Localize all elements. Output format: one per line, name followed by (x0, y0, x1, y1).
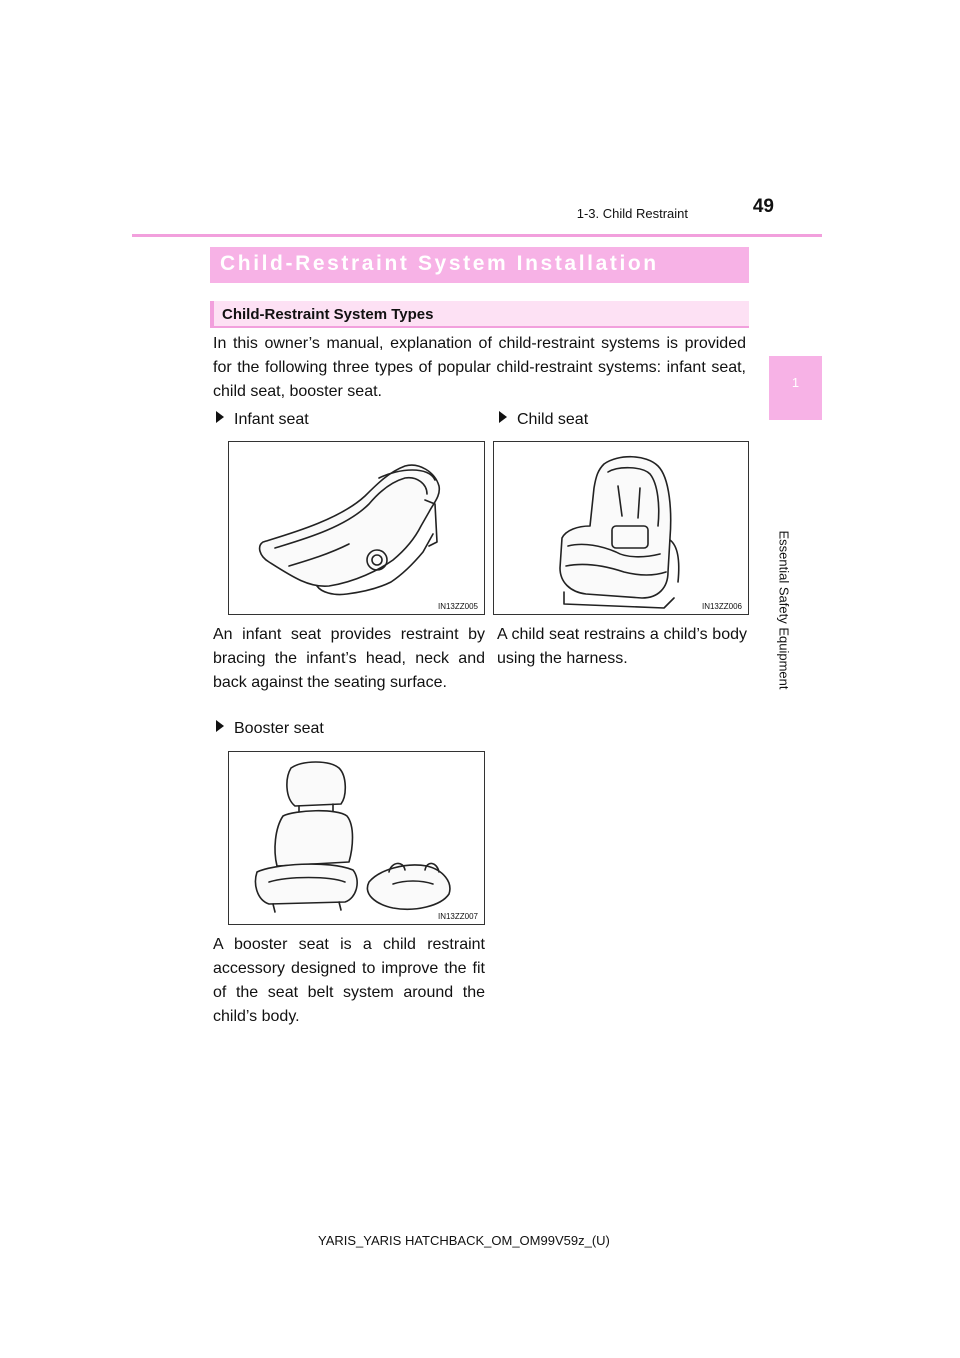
child-seat-description: A child seat restrains a child’s body using the harness. (497, 626, 747, 667)
bullet-triangle-icon (499, 411, 507, 423)
bullet-triangle-icon (216, 411, 224, 423)
section-title: Child-Restraint System Installation (220, 252, 659, 275)
subheading: Child-Restraint System Types (222, 306, 434, 323)
child-seat-illustration-icon (494, 442, 750, 616)
infant-seat-illustration-icon (229, 442, 486, 616)
page-number: 49 (752, 196, 774, 217)
intro-paragraph: In this owner’s manual, explanation of child-restraint systems is provided for the following three types of popular child-restraint systems: infant seat, child seat, booster seat. (213, 335, 746, 400)
bullet-triangle-icon (216, 720, 224, 732)
subheading-accent (210, 301, 214, 328)
document-footer: YARIS_YARIS HATCHBACK_OM_OM99V59z_(U) (318, 1233, 610, 1248)
header-rule (132, 234, 822, 237)
infant-seat-description: An infant seat provides restraint by bracing the infant’s head, neck and back against the seating surface. (213, 626, 485, 691)
booster-seat-description: A booster seat is a child restraint accessory designed to improve the fit of the seat belt system around the child’s body. (213, 936, 485, 1025)
child-seat-figure (493, 441, 749, 615)
child-seat-figure-code: IN13ZZ006 (701, 602, 742, 611)
chapter-tab-number: 1 (791, 375, 800, 390)
booster-seat-figure (228, 751, 485, 925)
infant-seat-figure-code: IN13ZZ005 (437, 602, 478, 611)
bullet-child-seat (499, 411, 588, 429)
bullet-infant-seat (216, 411, 309, 429)
booster-seat-illustration-icon (229, 752, 486, 926)
chapter-tab-title: Essential Safety Equipment (776, 530, 792, 690)
infant-seat-label: Infant seat (234, 411, 309, 428)
section-reference: 1-3. Child Restraint (576, 206, 688, 221)
infant-seat-figure (228, 441, 485, 615)
bullet-booster-seat (216, 720, 324, 738)
booster-seat-label: Booster seat (234, 720, 324, 737)
booster-seat-figure-code: IN13ZZ007 (437, 912, 478, 921)
child-seat-label: Child seat (517, 411, 589, 428)
